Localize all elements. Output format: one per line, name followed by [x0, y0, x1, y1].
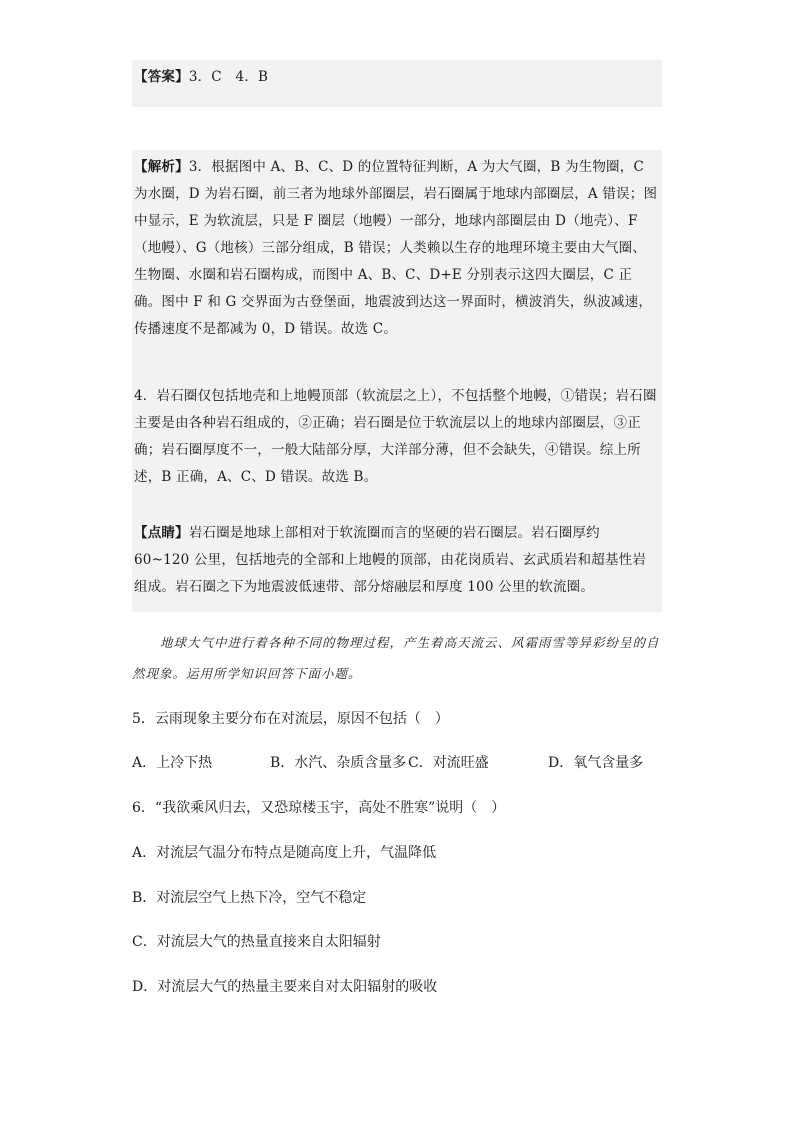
analysis-section	[132, 150, 662, 612]
analysis-label: 【解析】	[134, 159, 189, 175]
tip-label: 【点睛】	[134, 525, 189, 541]
question-5-option-b: B．水汽、杂质含量多	[270, 755, 407, 771]
question-5-stem: 5．云雨现象主要分布在对流层，原因不包括（ ）	[132, 711, 449, 727]
question-6-stem: 6．“我欲乘风归去，又恐琼楼玉宇，高处不胜寒”说明（ ）	[132, 800, 506, 816]
tip-paragraph	[134, 520, 658, 601]
question-6-option-a: A．对流层气温分布特点是随高度上升，气温降低	[132, 845, 437, 861]
tip-text: 岩石圈是地球上部相对于软流圈而言的坚硬的岩石圈层。岩石圈厚约 60~120 公里，包括地壳的全部和上地幔的顶部，由花岗质岩、玄武质岩和超基性岩组成。岩石圈之下为地震波低速带、部分熔融层和厚度 100 公里的软流圈。	[134, 525, 647, 595]
question-6-option-c: C．对流层大气的热量直接来自太阳辐射	[132, 934, 381, 950]
analysis-q3-paragraph	[134, 154, 658, 343]
answer-label: 【答案】	[134, 69, 189, 85]
question-5-option-a: A．上冷下热	[132, 755, 213, 771]
answer-section	[132, 60, 662, 107]
question-5-option-d: D．氧气含量多	[548, 755, 644, 771]
analysis-q4-paragraph: 4．岩石圈仅包括地壳和上地幔顶部（软流层之上），不包括整个地幔，①错误；岩石圈主要是由各种岩石组成的，②正确；岩石圈是位于软流层以上的地球内部圈层，③正确；岩石圈厚度不一，一般大陆部分厚，大洋部分薄，但不会缺失，④错误。综上所述，B 正确，A、C、D 错误。故选 B。	[134, 388, 657, 485]
answer-line	[134, 64, 268, 91]
question-6-option-b: B．对流层空气上热下冷，空气不稳定	[132, 890, 367, 906]
question-5-options	[132, 752, 672, 772]
question-6-option-d: D．对流层大气的热量主要来自对太阳辐射的吸收	[132, 979, 438, 995]
analysis-q3-text: 3．根据图中 A、B、C、D 的位置特征判断，A 为大气圈，B 为生物圈，C 为水圈，D 为岩石圈，前三者为地球外部圈层，岩石圈属于地球内部圈层，A 错误；图中显示，E 为软流层，只是 F 圈层（地幔）一部分，地球内部圈层由 D（地壳）、F（地幔）、G（地核）三部分组成，B 错误；人类赖以生存的地理环境主要由大气圈、生物圈、水圈和岩石圈构成，而图中 A、B、C、D+E 分别表示这四大圈层，C 正确。图中 F 和 G 交界面为古登堡面，地震波到达这一界面时，横波消失，纵波减速，传播速度不是都减为 0，D 错误。故选 C。	[134, 159, 658, 337]
question-5-option-c: C．对流旺盛	[408, 755, 489, 771]
reading-passage: 地球大气中进行着各种不同的物理过程，产生着高天流云、风霜雨雪等异彩纷呈的自然现象。运用所学知识回答下面小题。	[132, 635, 660, 681]
answer-text: 3．C 4．B	[188, 69, 269, 85]
